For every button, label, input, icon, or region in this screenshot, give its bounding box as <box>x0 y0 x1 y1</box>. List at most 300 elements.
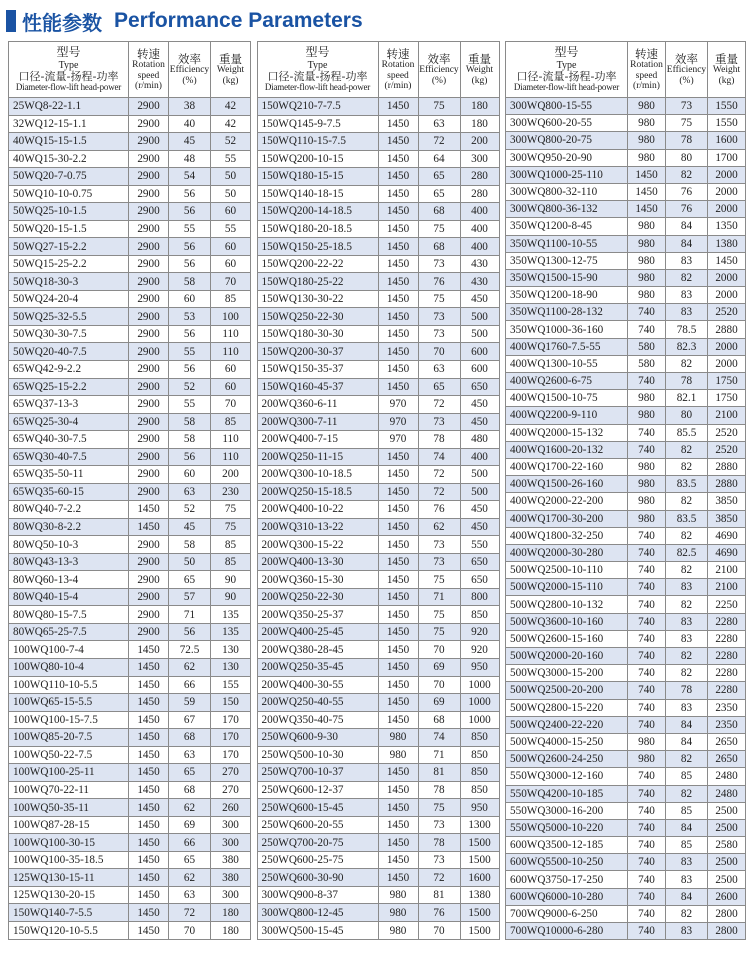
efficiency-cell: 63 <box>169 483 211 501</box>
model-cell: 80WQ65-25-7.5 <box>9 623 129 641</box>
model-cell: 300WQ1000-25-110 <box>506 166 628 183</box>
weight-cell: 200 <box>460 133 499 151</box>
model-cell: 50WQ27-15-2.2 <box>9 238 129 256</box>
table-row <box>9 921 251 939</box>
speed-cell: 2900 <box>129 220 169 238</box>
efficiency-cell: 71 <box>418 746 460 764</box>
weight-cell: 850 <box>460 729 499 747</box>
model-cell: 600WQ3750-17-250 <box>506 871 628 888</box>
model-cell: 100WQ110-10-5.5 <box>9 676 129 694</box>
efficiency-cell: 68 <box>169 781 211 799</box>
efficiency-cell: 85 <box>666 802 708 819</box>
model-cell: 25WQ8-22-1.1 <box>9 98 129 116</box>
model-cell: 250WQ600-9-30 <box>257 729 378 747</box>
speed-cell: 1450 <box>378 711 418 729</box>
weight-cell: 50 <box>211 168 251 186</box>
efficiency-cell: 71 <box>169 606 211 624</box>
model-cell: 65WQ42-9-2.2 <box>9 360 129 378</box>
speed-cell: 580 <box>628 338 666 355</box>
header-eff-cn: 效率 <box>178 51 201 66</box>
table-row <box>9 308 251 326</box>
model-cell: 400WQ1700-30-200 <box>506 510 628 527</box>
table-row <box>9 396 251 414</box>
weight-cell: 2500 <box>708 854 746 871</box>
spec-tables <box>8 41 746 940</box>
model-cell: 350WQ1100-28-132 <box>506 304 628 321</box>
efficiency-cell: 62 <box>418 518 460 536</box>
speed-cell: 1450 <box>378 483 418 501</box>
efficiency-cell: 69 <box>418 694 460 712</box>
efficiency-cell: 83 <box>666 252 708 269</box>
speed-cell: 980 <box>378 886 418 904</box>
speed-cell: 1450 <box>378 290 418 308</box>
model-cell: 50WQ20-40-7.5 <box>9 343 129 361</box>
model-cell: 100WQ100-15-7.5 <box>9 711 129 729</box>
efficiency-cell: 50 <box>169 553 211 571</box>
weight-cell: 70 <box>211 273 251 291</box>
table-row <box>257 641 499 659</box>
speed-cell: 1450 <box>378 308 418 326</box>
efficiency-cell: 75 <box>418 290 460 308</box>
speed-cell: 980 <box>378 921 418 939</box>
table-row <box>506 562 746 579</box>
model-cell: 200WQ250-35-45 <box>257 659 378 677</box>
weight-cell: 200 <box>211 466 251 484</box>
model-cell: 250WQ600-25-75 <box>257 851 378 869</box>
weight-cell: 55 <box>211 150 251 168</box>
table-row <box>506 510 746 527</box>
efficiency-cell: 83 <box>666 923 708 940</box>
weight-cell: 100 <box>211 308 251 326</box>
table-row <box>257 255 499 273</box>
weight-cell: 50 <box>211 185 251 203</box>
weight-cell: 1500 <box>460 851 499 869</box>
speed-cell: 980 <box>628 733 666 750</box>
table-row <box>506 149 746 166</box>
efficiency-cell: 72 <box>418 869 460 887</box>
model-cell: 600WQ5500-10-250 <box>506 854 628 871</box>
model-cell: 200WQ400-13-30 <box>257 553 378 571</box>
model-cell: 50WQ10-10-0.75 <box>9 185 129 203</box>
efficiency-cell: 73 <box>418 816 460 834</box>
efficiency-cell: 56 <box>169 203 211 221</box>
table-row <box>9 641 251 659</box>
model-cell: 100WQ100-35-18.5 <box>9 851 129 869</box>
model-cell: 400WQ2000-22-200 <box>506 493 628 510</box>
table-row <box>506 682 746 699</box>
model-cell: 550WQ4200-10-185 <box>506 785 628 802</box>
speed-cell: 1450 <box>129 921 169 939</box>
efficiency-cell: 78 <box>418 431 460 449</box>
table-row <box>506 338 746 355</box>
model-cell: 550WQ3000-16-200 <box>506 802 628 819</box>
weight-cell: 2500 <box>708 871 746 888</box>
weight-cell: 450 <box>460 290 499 308</box>
speed-cell: 980 <box>628 252 666 269</box>
efficiency-cell: 82.5 <box>666 544 708 561</box>
weight-cell: 380 <box>211 869 251 887</box>
speed-cell: 1450 <box>378 255 418 273</box>
weight-cell: 85 <box>211 413 251 431</box>
efficiency-cell: 82 <box>666 166 708 183</box>
model-cell: 100WQ100-25-11 <box>9 764 129 782</box>
weight-cell: 70 <box>211 396 251 414</box>
weight-cell: 270 <box>211 781 251 799</box>
weight-cell: 400 <box>460 203 499 221</box>
speed-cell: 740 <box>628 819 666 836</box>
efficiency-cell: 58 <box>169 431 211 449</box>
table-row <box>506 923 746 940</box>
weight-cell: 2000 <box>708 287 746 304</box>
efficiency-cell: 76 <box>418 501 460 519</box>
table-row <box>506 458 746 475</box>
weight-cell: 450 <box>460 396 499 414</box>
table-row <box>9 606 251 624</box>
table-row <box>257 553 499 571</box>
table-row <box>9 150 251 168</box>
speed-cell: 980 <box>628 235 666 252</box>
table-row <box>9 273 251 291</box>
table-row <box>257 711 499 729</box>
efficiency-cell: 60 <box>169 290 211 308</box>
table-row <box>506 665 746 682</box>
speed-cell: 2900 <box>129 185 169 203</box>
weight-cell: 650 <box>460 378 499 396</box>
speed-cell: 980 <box>628 149 666 166</box>
model-cell: 40WQ15-30-2.2 <box>9 150 129 168</box>
weight-cell: 2000 <box>708 269 746 286</box>
speed-cell: 1450 <box>378 325 418 343</box>
model-cell: 550WQ5000-10-220 <box>506 819 628 836</box>
header-type-cn: 型号 <box>305 45 330 60</box>
weight-cell: 2880 <box>708 321 746 338</box>
model-cell: 80WQ50-10-3 <box>9 536 129 554</box>
weight-cell: 180 <box>211 904 251 922</box>
table-row <box>506 596 746 613</box>
weight-cell: 42 <box>211 98 251 116</box>
efficiency-cell: 60 <box>169 466 211 484</box>
model-cell: 600WQ3500-12-185 <box>506 837 628 854</box>
speed-cell: 1450 <box>378 536 418 554</box>
efficiency-cell: 83.5 <box>666 476 708 493</box>
header-speed <box>129 42 169 98</box>
model-cell: 500WQ2000-15-110 <box>506 579 628 596</box>
model-cell: 500WQ4000-15-250 <box>506 733 628 750</box>
header-weight <box>211 42 251 98</box>
speed-cell: 2900 <box>129 203 169 221</box>
model-cell: 250WQ600-20-55 <box>257 816 378 834</box>
speed-cell: 580 <box>628 355 666 372</box>
model-cell: 150WQ110-15-7.5 <box>257 133 378 151</box>
speed-cell: 1450 <box>129 834 169 852</box>
efficiency-cell: 76 <box>418 273 460 291</box>
speed-cell: 980 <box>628 287 666 304</box>
speed-cell: 980 <box>628 407 666 424</box>
efficiency-cell: 82.1 <box>666 390 708 407</box>
weight-cell: 400 <box>460 448 499 466</box>
weight-cell: 2480 <box>708 785 746 802</box>
efficiency-cell: 70 <box>418 343 460 361</box>
weight-cell: 260 <box>211 799 251 817</box>
efficiency-cell: 40 <box>169 115 211 133</box>
table-row <box>506 751 746 768</box>
table-row <box>257 343 499 361</box>
header-weight-cn: 重量 <box>219 51 242 66</box>
speed-cell: 1450 <box>378 378 418 396</box>
table-row <box>9 483 251 501</box>
speed-cell: 740 <box>628 716 666 733</box>
speed-cell: 1450 <box>378 764 418 782</box>
model-cell: 100WQ50-22-7.5 <box>9 746 129 764</box>
table-row <box>257 220 499 238</box>
table-row <box>9 98 251 116</box>
efficiency-cell: 55 <box>169 396 211 414</box>
efficiency-cell: 83 <box>666 304 708 321</box>
model-cell: 150WQ120-10-5.5 <box>9 921 129 939</box>
weight-cell: 60 <box>211 238 251 256</box>
table-row <box>506 733 746 750</box>
model-cell: 500WQ3600-10-160 <box>506 613 628 630</box>
model-cell: 50WQ20-7-0.75 <box>9 168 129 186</box>
weight-cell: 230 <box>211 483 251 501</box>
efficiency-cell: 85 <box>666 837 708 854</box>
efficiency-cell: 65 <box>418 168 460 186</box>
efficiency-cell: 73 <box>418 851 460 869</box>
table-row <box>506 527 746 544</box>
spec-table-2 <box>257 41 500 940</box>
table-row <box>9 659 251 677</box>
speed-cell: 980 <box>628 98 666 115</box>
table-row <box>257 413 499 431</box>
speed-cell: 1450 <box>129 816 169 834</box>
table-row <box>9 711 251 729</box>
efficiency-cell: 69 <box>169 816 211 834</box>
efficiency-cell: 73 <box>418 255 460 273</box>
table-row <box>506 407 746 424</box>
efficiency-cell: 59 <box>169 694 211 712</box>
model-cell: 200WQ360-15-30 <box>257 571 378 589</box>
weight-cell: 1000 <box>460 676 499 694</box>
table-row <box>9 834 251 852</box>
model-cell: 80WQ60-13-4 <box>9 571 129 589</box>
model-cell: 100WQ80-10-4 <box>9 659 129 677</box>
efficiency-cell: 83 <box>666 699 708 716</box>
speed-cell: 740 <box>628 441 666 458</box>
efficiency-cell: 76 <box>666 183 708 200</box>
speed-cell: 1450 <box>378 588 418 606</box>
weight-cell: 380 <box>211 851 251 869</box>
speed-cell: 1450 <box>129 676 169 694</box>
model-cell: 125WQ130-20-15 <box>9 886 129 904</box>
table-row <box>257 536 499 554</box>
model-cell: 200WQ300-10-18.5 <box>257 466 378 484</box>
header-eff-en: Efficiency <box>419 65 459 76</box>
efficiency-cell: 73 <box>418 413 460 431</box>
table-row <box>506 441 746 458</box>
weight-cell: 2520 <box>708 424 746 441</box>
weight-cell: 180 <box>460 115 499 133</box>
table-row <box>506 269 746 286</box>
speed-cell: 740 <box>628 802 666 819</box>
speed-cell: 1450 <box>129 799 169 817</box>
table-row <box>257 466 499 484</box>
table-row <box>257 273 499 291</box>
efficiency-cell: 38 <box>169 98 211 116</box>
model-cell: 150WQ200-22-22 <box>257 255 378 273</box>
model-cell: 150WQ180-20-18.5 <box>257 220 378 238</box>
weight-cell: 85 <box>211 290 251 308</box>
weight-cell: 2250 <box>708 596 746 613</box>
efficiency-cell: 82 <box>666 648 708 665</box>
efficiency-cell: 66 <box>169 834 211 852</box>
model-cell: 250WQ700-20-75 <box>257 834 378 852</box>
model-cell: 32WQ12-15-1.1 <box>9 115 129 133</box>
efficiency-cell: 82 <box>666 355 708 372</box>
header-type-en: Type <box>58 59 79 71</box>
efficiency-cell: 84 <box>666 716 708 733</box>
weight-cell: 130 <box>211 659 251 677</box>
table-row <box>506 98 746 115</box>
speed-cell: 1450 <box>378 676 418 694</box>
speed-cell: 980 <box>628 132 666 149</box>
efficiency-cell: 82 <box>666 751 708 768</box>
weight-cell: 2280 <box>708 630 746 647</box>
efficiency-cell: 72.5 <box>169 641 211 659</box>
efficiency-cell: 52 <box>169 501 211 519</box>
weight-cell: 90 <box>211 571 251 589</box>
weight-cell: 2350 <box>708 716 746 733</box>
model-cell: 65WQ25-15-2.2 <box>9 378 129 396</box>
model-cell: 100WQ70-22-11 <box>9 781 129 799</box>
weight-cell: 60 <box>211 360 251 378</box>
speed-cell: 1450 <box>378 98 418 116</box>
table-row <box>9 816 251 834</box>
table-row <box>9 378 251 396</box>
header-type-cn2: 口径-流量-扬程-功率 <box>267 69 368 83</box>
speed-cell: 1450 <box>378 220 418 238</box>
table-row <box>9 729 251 747</box>
efficiency-cell: 56 <box>169 325 211 343</box>
table-row <box>9 168 251 186</box>
weight-cell: 1550 <box>708 98 746 115</box>
weight-cell: 1700 <box>708 149 746 166</box>
speed-cell: 980 <box>628 390 666 407</box>
speed-cell: 980 <box>378 746 418 764</box>
model-cell: 150WQ180-15-15 <box>257 168 378 186</box>
speed-cell: 2900 <box>129 238 169 256</box>
model-cell: 150WQ200-30-37 <box>257 343 378 361</box>
efficiency-cell: 83 <box>666 630 708 647</box>
weight-cell: 110 <box>211 448 251 466</box>
title-marker <box>6 10 16 32</box>
efficiency-cell: 56 <box>169 360 211 378</box>
efficiency-cell: 78 <box>666 373 708 390</box>
model-cell: 200WQ400-30-55 <box>257 676 378 694</box>
weight-cell: 450 <box>460 518 499 536</box>
model-cell: 100WQ100-30-15 <box>9 834 129 852</box>
model-cell: 200WQ250-15-18.5 <box>257 483 378 501</box>
efficiency-cell: 70 <box>418 641 460 659</box>
speed-cell: 980 <box>628 115 666 132</box>
header-speed <box>378 42 418 98</box>
speed-cell: 980 <box>628 510 666 527</box>
speed-cell: 2900 <box>129 168 169 186</box>
efficiency-cell: 78 <box>666 682 708 699</box>
efficiency-cell: 83 <box>666 854 708 871</box>
speed-cell: 980 <box>378 729 418 747</box>
spec-table-1 <box>8 41 251 940</box>
efficiency-cell: 82.3 <box>666 338 708 355</box>
header-type-en: Type <box>307 59 328 71</box>
efficiency-cell: 78 <box>418 834 460 852</box>
table-row <box>9 203 251 221</box>
table-row <box>9 764 251 782</box>
weight-cell: 2800 <box>708 905 746 922</box>
weight-cell: 950 <box>460 799 499 817</box>
efficiency-cell: 56 <box>169 623 211 641</box>
header-weight-en: Weight <box>465 65 494 76</box>
model-cell: 150WQ140-7-5.5 <box>9 904 129 922</box>
header-type-en2: Diameter-flow-lift head-power <box>264 81 371 92</box>
weight-cell: 75 <box>211 518 251 536</box>
table-row <box>9 869 251 887</box>
efficiency-cell: 85 <box>666 768 708 785</box>
speed-cell: 2900 <box>129 466 169 484</box>
weight-cell: 500 <box>460 325 499 343</box>
header-weight-unit: (kg) <box>222 75 239 86</box>
weight-cell: 1500 <box>460 834 499 852</box>
model-cell: 65WQ30-40-7.5 <box>9 448 129 466</box>
table-row <box>506 355 746 372</box>
table-header-row <box>257 42 499 98</box>
table-row <box>506 871 746 888</box>
table-row <box>506 304 746 321</box>
weight-cell: 480 <box>460 431 499 449</box>
weight-cell: 170 <box>211 746 251 764</box>
efficiency-cell: 70 <box>169 921 211 939</box>
table-row <box>506 888 746 905</box>
speed-cell: 1450 <box>129 694 169 712</box>
speed-cell: 1450 <box>378 448 418 466</box>
table-row <box>9 255 251 273</box>
efficiency-cell: 75 <box>418 571 460 589</box>
model-cell: 300WQ600-20-55 <box>506 115 628 132</box>
efficiency-cell: 76 <box>418 904 460 922</box>
header-eff-en: Efficiency <box>169 65 210 76</box>
efficiency-cell: 45 <box>169 133 211 151</box>
table-row <box>506 854 746 871</box>
weight-cell: 2350 <box>708 699 746 716</box>
efficiency-cell: 76 <box>666 201 708 218</box>
speed-cell: 1450 <box>129 764 169 782</box>
weight-cell: 60 <box>211 203 251 221</box>
weight-cell: 2000 <box>708 201 746 218</box>
table-row <box>506 579 746 596</box>
speed-cell: 1450 <box>378 781 418 799</box>
table-row <box>257 676 499 694</box>
efficiency-cell: 80 <box>666 407 708 424</box>
table-row <box>257 290 499 308</box>
efficiency-cell: 82 <box>666 905 708 922</box>
model-cell: 200WQ350-25-37 <box>257 606 378 624</box>
speed-cell: 1450 <box>129 869 169 887</box>
speed-cell: 1450 <box>378 150 418 168</box>
speed-cell: 740 <box>628 527 666 544</box>
table-row <box>506 115 746 132</box>
speed-cell: 740 <box>628 562 666 579</box>
model-cell: 500WQ2500-20-200 <box>506 682 628 699</box>
weight-cell: 300 <box>211 886 251 904</box>
